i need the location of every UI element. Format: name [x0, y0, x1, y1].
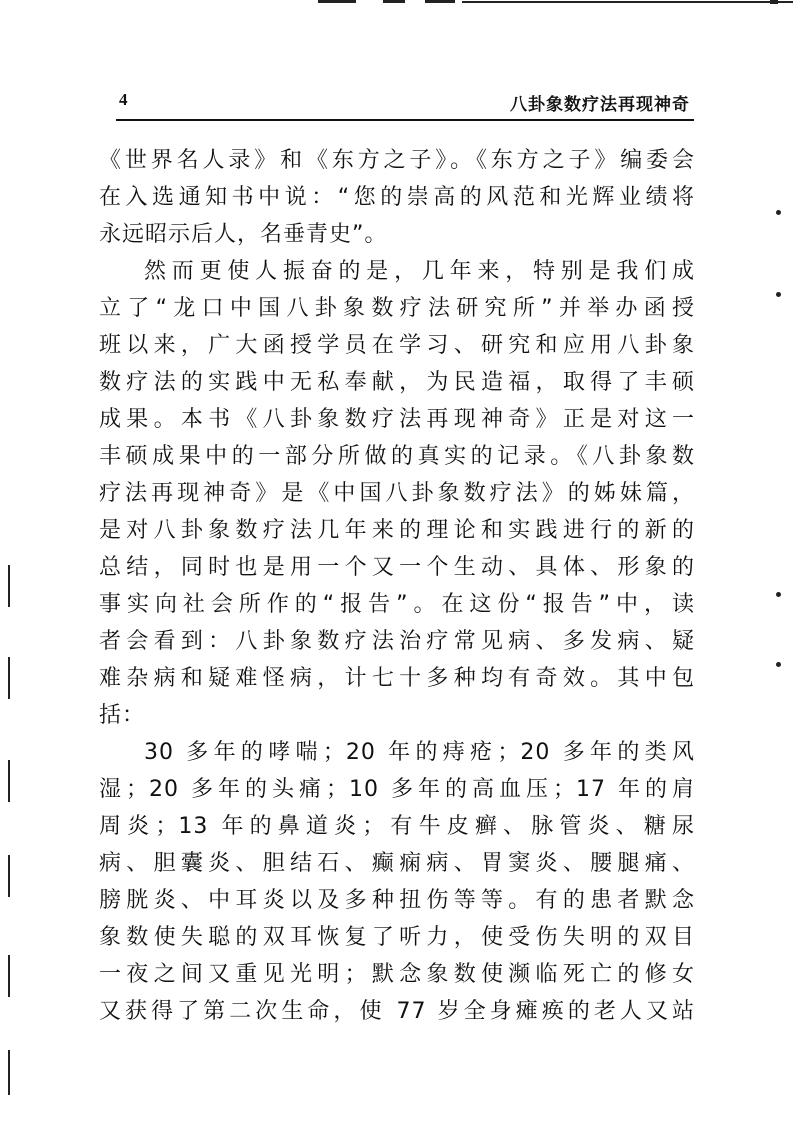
- body-text: [99, 142, 695, 1030]
- text-line: 30 多年的哮喘；20 年的痔疮；20 多年的类风: [144, 740, 695, 765]
- scan-artifact-top: [770, 0, 778, 4]
- text-line: 总结，同时也是用一个又一个生动、具体、形象的: [99, 555, 695, 580]
- text-line: 者会看到：八卦象数疗法治疗常见病、多发病、疑: [99, 629, 695, 654]
- scan-artifact-left: [8, 955, 10, 997]
- scan-artifact-left: [8, 565, 10, 607]
- text-line: 立了“龙口中国八卦象数疗法研究所”并举办函授: [99, 296, 695, 321]
- scan-artifact-left: [8, 657, 10, 699]
- text-line: 周炎；13 年的鼻道炎；有牛皮癣、脉管炎、糖尿: [99, 814, 695, 839]
- text-line: 一夜之间又重见光明；默念象数使濒临死亡的修女: [99, 962, 695, 987]
- text-line: 又获得了第二次生命，使 77 岁全身瘫痪的老人又站: [99, 999, 695, 1024]
- header-rule: [116, 119, 694, 121]
- page-number: 4: [119, 90, 128, 109]
- running-title: 八卦象数疗法再现神奇: [510, 95, 690, 115]
- text-line: 病、胆囊炎、胆结石、癫痫病、胃窦炎、腰腿痛、: [99, 851, 695, 876]
- text-line: 然而更使人振奋的是，几年来，特别是我们成: [144, 259, 695, 284]
- text-line: 疗法再现神奇》是《中国八卦象数疗法》的姊妹篇，: [99, 481, 695, 506]
- scan-artifact-right: [776, 592, 781, 597]
- text-line: 《世界名人录》和《东方之子》。《东方之子》编委会: [99, 148, 695, 173]
- text-line: 丰硕成果中的一部分所做的真实的记录。《八卦象数: [99, 444, 695, 469]
- scan-artifact-right: [776, 210, 781, 215]
- scan-artifact-right: [776, 662, 781, 667]
- text-line: 班以来，广大函授学员在学习、研究和应用八卦象: [99, 333, 695, 358]
- page-header: [116, 88, 694, 118]
- scan-artifact-top: [462, 1, 793, 3]
- text-line: 事实向社会所作的“报告”。在这份“报告”中，读: [99, 592, 695, 617]
- scan-artifact-left: [8, 760, 10, 802]
- text-line: 膀胱炎、中耳炎以及多种扭伤等等。有的患者默念: [99, 888, 695, 913]
- text-line: 湿；20 多年的头痛；10 多年的高血压；17 年的肩: [99, 777, 695, 802]
- scan-artifact-left: [8, 1050, 10, 1095]
- text-line: 括：: [99, 703, 146, 728]
- text-line: 成果。本书《八卦象数疗法再现神奇》正是对这一: [99, 407, 695, 432]
- scan-artifact-top: [425, 0, 455, 3]
- scan-artifact-right: [776, 292, 781, 297]
- scan-artifact-top: [383, 0, 405, 3]
- text-line: 象数使失聪的双耳恢复了听力，使受伤失明的双目: [99, 925, 695, 950]
- text-line: 在入选通知书中说：“您的崇高的风范和光辉业绩将: [99, 185, 695, 210]
- scan-artifact-left: [8, 855, 10, 897]
- text-line: 数疗法的实践中无私奉献，为民造福，取得了丰硕: [99, 370, 695, 395]
- text-line: 永远昭示后人，名垂青史”。: [99, 222, 388, 247]
- text-line: 是对八卦象数疗法几年来的理论和实践进行的新的: [99, 518, 695, 543]
- scan-artifact-top: [318, 0, 356, 3]
- text-line: 难杂病和疑难怪病，计七十多种均有奇效。其中包: [99, 666, 695, 691]
